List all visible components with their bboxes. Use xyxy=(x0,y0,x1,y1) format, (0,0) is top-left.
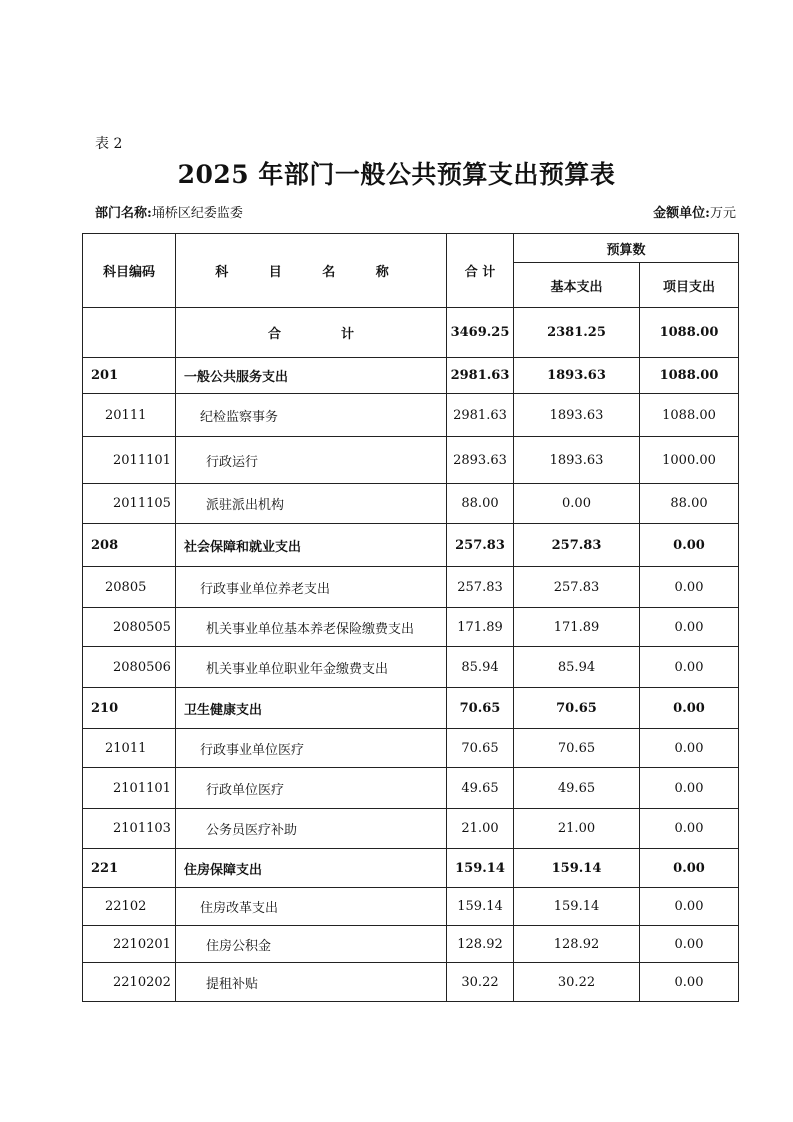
row-project: 0.00 xyxy=(640,729,739,768)
row-name: 行政单位医疗 xyxy=(176,768,447,809)
header-code: 科目编码 xyxy=(83,234,176,308)
row-code: 2101103 xyxy=(83,809,176,849)
row-name: 公务员医疗补助 xyxy=(176,809,447,849)
row-project: 1000.00 xyxy=(640,437,739,484)
total-code-cell xyxy=(83,308,176,358)
row-name: 提租补贴 xyxy=(176,963,447,1002)
row-total: 70.65 xyxy=(447,729,514,768)
table-row xyxy=(83,729,739,768)
table-row xyxy=(83,963,739,1002)
row-code: 2011105 xyxy=(83,484,176,524)
table-row xyxy=(83,888,739,926)
row-total: 49.65 xyxy=(447,768,514,809)
row-basic: 257.83 xyxy=(514,524,640,567)
row-name: 住房公积金 xyxy=(176,926,447,963)
meta-row xyxy=(95,202,736,221)
total-label: 合计 xyxy=(176,308,447,358)
row-basic: 1893.63 xyxy=(514,358,640,394)
table-row xyxy=(83,809,739,849)
row-basic: 159.14 xyxy=(514,849,640,888)
total-row xyxy=(83,308,739,358)
row-project: 0.00 xyxy=(640,524,739,567)
row-code: 2080506 xyxy=(83,647,176,688)
row-total: 257.83 xyxy=(447,524,514,567)
row-name: 行政事业单位养老支出 xyxy=(176,567,447,608)
row-basic: 85.94 xyxy=(514,647,640,688)
table-row xyxy=(83,849,739,888)
row-total: 88.00 xyxy=(447,484,514,524)
total-basic: 2381.25 xyxy=(514,308,640,358)
row-total: 159.14 xyxy=(447,888,514,926)
row-project: 88.00 xyxy=(640,484,739,524)
row-name: 住房改革支出 xyxy=(176,888,447,926)
row-basic: 21.00 xyxy=(514,809,640,849)
table-number-label: 表 2 xyxy=(95,136,123,152)
table-row xyxy=(83,567,739,608)
row-code: 20805 xyxy=(83,567,176,608)
row-project: 0.00 xyxy=(640,768,739,809)
row-total: 257.83 xyxy=(447,567,514,608)
row-project: 0.00 xyxy=(640,567,739,608)
total-amount: 3469.25 xyxy=(447,308,514,358)
row-basic: 70.65 xyxy=(514,688,640,729)
department-value: 埇桥区纪委监委 xyxy=(151,206,243,221)
row-total: 30.22 xyxy=(447,963,514,1002)
unit-value: 万元 xyxy=(709,206,736,221)
row-basic: 30.22 xyxy=(514,963,640,1002)
table-row xyxy=(83,524,739,567)
row-basic: 171.89 xyxy=(514,608,640,647)
row-basic: 0.00 xyxy=(514,484,640,524)
row-basic: 70.65 xyxy=(514,729,640,768)
row-project: 0.00 xyxy=(640,647,739,688)
table-row xyxy=(83,768,739,809)
table-row xyxy=(83,358,739,394)
table-row xyxy=(83,926,739,963)
header-basic: 基本支出 xyxy=(514,263,640,308)
row-project: 0.00 xyxy=(640,926,739,963)
row-total: 21.00 xyxy=(447,809,514,849)
department-label: 部门名称: xyxy=(95,206,152,221)
table-row xyxy=(83,437,739,484)
row-project: 1088.00 xyxy=(640,358,739,394)
row-total: 70.65 xyxy=(447,688,514,729)
row-project: 1088.00 xyxy=(640,394,739,437)
row-name: 机关事业单位基本养老保险缴费支出 xyxy=(176,608,447,647)
department-info xyxy=(95,202,243,221)
row-project: 0.00 xyxy=(640,688,739,729)
total-project: 1088.00 xyxy=(640,308,739,358)
budget-table xyxy=(82,233,739,1002)
row-code: 22102 xyxy=(83,888,176,926)
row-project: 0.00 xyxy=(640,608,739,647)
header-total: 合 计 xyxy=(447,234,514,308)
header-budget-group: 预算数 xyxy=(514,234,739,263)
row-name: 卫生健康支出 xyxy=(176,688,447,729)
row-total: 2981.63 xyxy=(447,394,514,437)
row-total: 159.14 xyxy=(447,849,514,888)
row-code: 210 xyxy=(83,688,176,729)
row-total: 85.94 xyxy=(447,647,514,688)
row-code: 2101101 xyxy=(83,768,176,809)
table-row xyxy=(83,608,739,647)
row-basic: 1893.63 xyxy=(514,394,640,437)
row-code: 201 xyxy=(83,358,176,394)
row-code: 208 xyxy=(83,524,176,567)
row-total: 171.89 xyxy=(447,608,514,647)
row-basic: 257.83 xyxy=(514,567,640,608)
header-project: 项目支出 xyxy=(640,263,739,308)
row-total: 128.92 xyxy=(447,926,514,963)
row-name: 行政运行 xyxy=(176,437,447,484)
row-name: 一般公共服务支出 xyxy=(176,358,447,394)
table-row xyxy=(83,688,739,729)
row-basic: 128.92 xyxy=(514,926,640,963)
table-row xyxy=(83,647,739,688)
header-name: 科 目 名 称 xyxy=(176,234,447,308)
row-basic: 1893.63 xyxy=(514,437,640,484)
row-name: 社会保障和就业支出 xyxy=(176,524,447,567)
row-basic: 159.14 xyxy=(514,888,640,926)
row-total: 2981.63 xyxy=(447,358,514,394)
unit-info xyxy=(653,202,736,221)
row-code: 21011 xyxy=(83,729,176,768)
row-code: 2210202 xyxy=(83,963,176,1002)
row-total: 2893.63 xyxy=(447,437,514,484)
row-code: 2011101 xyxy=(83,437,176,484)
unit-label: 金额单位: xyxy=(653,206,710,221)
row-basic: 49.65 xyxy=(514,768,640,809)
row-name: 行政事业单位医疗 xyxy=(176,729,447,768)
row-name: 派驻派出机构 xyxy=(176,484,447,524)
row-code: 2080505 xyxy=(83,608,176,647)
row-code: 20111 xyxy=(83,394,176,437)
row-code: 221 xyxy=(83,849,176,888)
row-name: 机关事业单位职业年金缴费支出 xyxy=(176,647,447,688)
table-row xyxy=(83,484,739,524)
row-project: 0.00 xyxy=(640,809,739,849)
row-name: 住房保障支出 xyxy=(176,849,447,888)
row-project: 0.00 xyxy=(640,963,739,1002)
table-row xyxy=(83,394,739,437)
page-title: 2025 年部门一般公共预算支出预算表 xyxy=(177,160,616,189)
row-name: 纪检监察事务 xyxy=(176,394,447,437)
row-project: 0.00 xyxy=(640,888,739,926)
row-code: 2210201 xyxy=(83,926,176,963)
row-project: 0.00 xyxy=(640,849,739,888)
